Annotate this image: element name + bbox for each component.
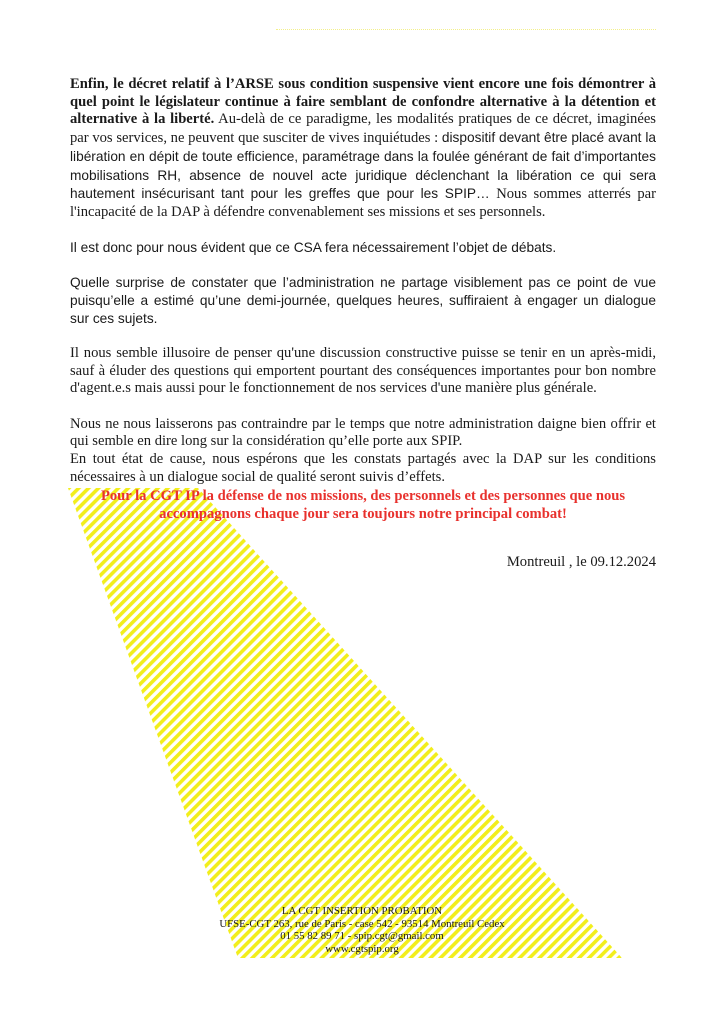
footer [180, 905, 544, 955]
paragraph-lead: Enfin, le décret relatif à l’ARSE sous condition suspensive vient encore une fois démontrer à quel point le législateur continue à faire semblant de confondre alternative à la détention et alternative à la liberté. [70, 76, 656, 128]
footer-contact: 01 55 82 89 71 - spip.cgt@gmail.com [280, 930, 444, 943]
paragraph-arse [70, 76, 656, 222]
paragraph-conclusion: En tout état de cause, nous espérons que les constats partagés avec la DAP sur les conditions nécessaires à un dialogue social de qualité seront suivis d’effets. [70, 450, 656, 485]
paragraph-text-sans: dispositif devant être placé avant la libération en dépit de toute efficience, paramétrage dans la foulée générant de fait d’importantes mobilisations RH, absence de nouvel acte juridique déclenchant la libération ce qui sera hautement insécurisant tant pour les greffes que pour les SPIP… [70, 130, 656, 202]
footer-website: www.cgtspip.org [325, 942, 399, 955]
footer-address: UFSE-CGT 263, rue de Paris - case 542 - 93514 Montreuil Cedex [219, 917, 505, 930]
paragraph-text: Au-delà de ce paradigme, les modalités pratiques de ce décret, imaginées par vos services, ne peuvent que susciter de vives inquiétudes : [70, 111, 656, 147]
paragraph-time: Nous ne nous laisserons pas contraindre par le temps que notre administration daigne bien offrir et qui semble en dire long sur la considération qu’elle porte aux SPIP. [70, 415, 656, 450]
date-signature: Montreuil , le 09.12.2024 [506, 554, 656, 570]
paragraph-csa: Il est donc pour nous évident que ce CSA fera nécessairement l’objet de débats. [70, 240, 557, 256]
paragraph-text: Nous sommes atterrés par l'incapacité de la DAP à défendre convenablement ses missions et ses personnels. [70, 186, 656, 220]
slogan-line: accompagnons chaque jour sera toujours notre principal combat! [159, 506, 567, 522]
paragraph-surprise: Quelle surprise de constater que l’administration ne partage visiblement pas ce point de vue puisqu’elle a estimé qu’une demi-journée, quelques heures, suffiraient à engager un dialogue sur ces sujets. [70, 275, 656, 326]
paragraph-illusion: Il nous semble illusoire de penser qu'une discussion constructive puisse se tenir en un après-midi, sauf à éluder des questions qui emportent pourtant des conséquences importantes pour bon nombre d'agent.e.s mais aussi pour le fonctionnement de nos services d'une manière plus générale. [70, 344, 656, 397]
slogan-line: Pour la CGT IP la défense de nos missions, des personnels et des personnes que nous [100, 488, 626, 504]
slogan [70, 487, 656, 523]
letter-body [70, 76, 656, 504]
footer-org: LA CGT INSERTION PROBATION [281, 905, 443, 917]
